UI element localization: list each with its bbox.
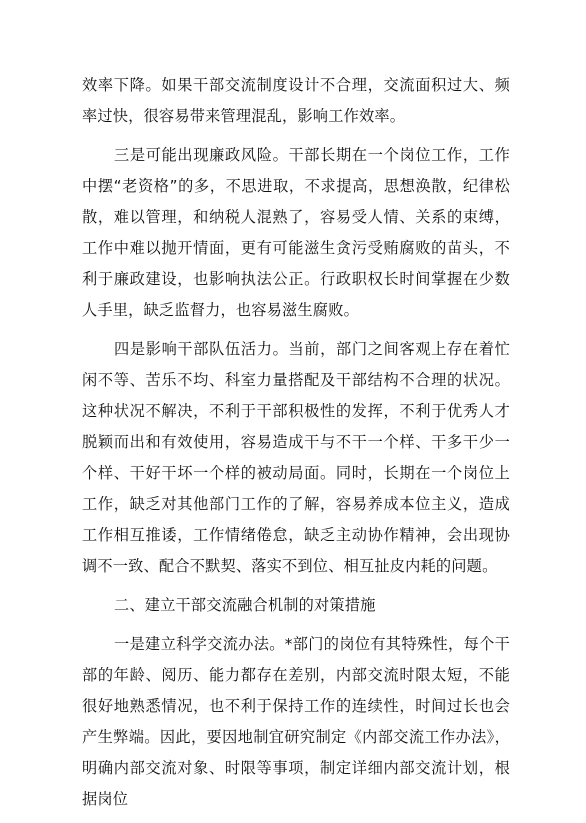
document-body bbox=[82, 70, 510, 823]
paragraph-exchange-method: 一是建立科学交流办法。*部门的岗位有其特殊性，每个干部的年龄、阅历、能力都存在差别，内部交流时限太短，不能很好地熟悉情况，也不利于保持工作的连续性，时间过长也会产生弊端。因此，要因地制宜研究制定《内部交流工作办法》，明确内部交流对象、时限等事项，制定详细内部交流计划，根据岗位 bbox=[82, 635, 510, 808]
section-heading: 二、建立干部交流融合机制的对策措施 bbox=[114, 596, 376, 614]
paragraph-integrity-risk: 三是可能出现廉政风险。干部长期在一个岗位工作，工作中摆“老资格”的多，不思进取，不求提高，思想涣散，纪律松散，难以管理，和纳税人混熟了，容易受人情、关系的束缚，工作中难以抛开情面，更有可能滋生贪污受贿腐败的苗头，不利于廉政建设，也影响执法公正。行政职权长时间掌握在少数人手里，缺乏监督力，也容易滋生腐败。 bbox=[82, 146, 510, 319]
paragraph-team-vitality: 四是影响干部队伍活力。当前，部门之间客观上存在着忙闲不等、苦乐不均、科室力量搭配及干部结构不合理的状况。这种状况不解决，不利于干部积极性的发挥，不利于优秀人才脱颖而出和有效使用，容易造成干与不干一个样、干多干少一个样、干好干坏一个样的被动局面。同时，长期在一个岗位上工作，缺乏对其他部门工作的了解，容易养成本位主义，造成工作相互推诿，工作情绪倦怠，缺乏主动协作精神，会出现协调不一致、配合不默契、落实不到位、相互扯皮内耗的问题。 bbox=[82, 340, 510, 575]
paragraph-efficiency: 效率下降。如果干部交流制度设计不合理，交流面积过大、频率过快，很容易带来管理混乱，影响工作效率。 bbox=[82, 76, 510, 125]
